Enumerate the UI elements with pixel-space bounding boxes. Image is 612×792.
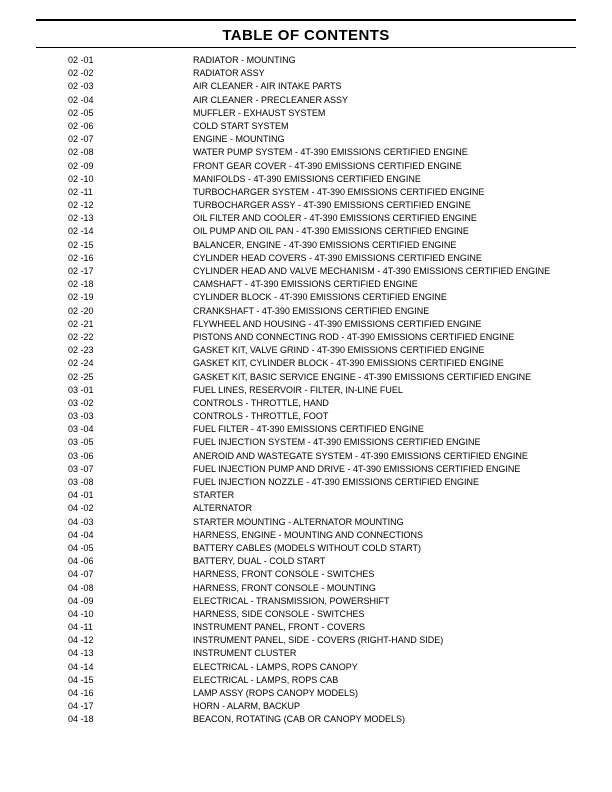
toc-entry-title: AIR CLEANER - PRECLEANER ASSY bbox=[193, 94, 349, 105]
toc-row bbox=[68, 397, 592, 410]
toc-entry-title: INSTRUMENT PANEL, SIDE - COVERS (RIGHT-HAND SIDE) bbox=[193, 635, 444, 646]
toc-entry-title: TURBOCHARGER SYSTEM - 4T-390 EMISSIONS CERTIFIED ENGINE bbox=[193, 186, 485, 197]
toc-entry-code: 04 -12 bbox=[68, 635, 94, 646]
toc-entry-title: HARNESS, SIDE CONSOLE - SWITCHES bbox=[193, 608, 365, 619]
toc-row bbox=[68, 555, 592, 568]
toc-entry-code: 04 -13 bbox=[68, 648, 94, 659]
toc-entry-code: 04 -11 bbox=[68, 622, 93, 633]
toc-entry-code: 04 -15 bbox=[68, 674, 94, 685]
toc-entry-code: 02 -12 bbox=[68, 200, 94, 211]
toc-row bbox=[68, 423, 592, 436]
toc-entry-title: BALANCER, ENGINE - 4T-390 EMISSIONS CERTIFIED ENGINE bbox=[193, 239, 457, 250]
toc-row bbox=[68, 80, 592, 93]
toc-row bbox=[68, 621, 592, 634]
toc-row bbox=[68, 199, 592, 212]
toc-entry-title: OIL PUMP AND OIL PAN - 4T-390 EMISSIONS CERTIFIED ENGINE bbox=[193, 226, 469, 237]
title-underline-rule bbox=[36, 47, 576, 48]
toc-entry-title: ELECTRICAL - LAMPS, ROPS CANOPY bbox=[193, 661, 358, 672]
toc-entry-title: BATTERY, DUAL - COLD START bbox=[193, 556, 326, 567]
toc-entry-code: 03 -03 bbox=[68, 411, 94, 422]
toc-entry-code: 03 -04 bbox=[68, 424, 94, 435]
toc-entry-title: FUEL LINES, RESERVOIR - FILTER, IN-LINE FUEL bbox=[193, 384, 403, 395]
toc-entry-code: 02 -20 bbox=[68, 305, 94, 316]
toc-entry-code: 04 -16 bbox=[68, 688, 94, 698]
toc-entry-code: 03 -02 bbox=[68, 397, 94, 408]
toc-row bbox=[68, 160, 592, 173]
toc-row bbox=[68, 107, 592, 120]
toc-entry-code: 02 -16 bbox=[68, 252, 94, 263]
toc-entry-code: 02 -21 bbox=[68, 318, 94, 329]
toc-row bbox=[68, 252, 592, 265]
toc-entry-code: 02 -08 bbox=[68, 147, 94, 158]
toc-entry-title: FLYWHEEL AND HOUSING - 4T-390 EMISSIONS CERTIFIED ENGINE bbox=[193, 318, 482, 329]
toc-entry-title: FUEL FILTER - 4T-390 EMISSIONS CERTIFIED ENGINE bbox=[193, 424, 424, 435]
toc-entry-title: HARNESS, FRONT CONSOLE - SWITCHES bbox=[193, 569, 375, 580]
toc-entry-title: BATTERY CABLES (MODELS WITHOUT COLD START) bbox=[193, 542, 422, 553]
toc-row bbox=[68, 700, 592, 713]
toc-row bbox=[68, 278, 592, 291]
toc-entry-code: 02 -04 bbox=[68, 94, 94, 105]
toc-row bbox=[68, 344, 592, 357]
toc-row bbox=[68, 173, 592, 186]
toc-row bbox=[68, 542, 592, 555]
toc-entry-title: STARTER bbox=[193, 490, 235, 501]
toc-entry-title: CRANKSHAFT - 4T-390 EMISSIONS CERTIFIED ENGINE bbox=[193, 305, 430, 316]
toc-entry-title: CAMSHAFT - 4T-390 EMISSIONS CERTIFIED ENGINE bbox=[193, 279, 418, 290]
toc-entry-title: GASKET KIT, BASIC SERVICE ENGINE - 4T-390 EMISSIONS CERTIFIED ENGINE bbox=[193, 371, 532, 382]
toc-list bbox=[68, 54, 592, 727]
toc-entry-title: ELECTRICAL - TRANSMISSION, POWERSHIFT bbox=[193, 595, 390, 606]
toc-row bbox=[68, 489, 592, 502]
toc-row bbox=[68, 265, 592, 278]
toc-entry-title: INSTRUMENT CLUSTER bbox=[193, 648, 297, 659]
toc-row bbox=[68, 291, 592, 304]
toc-entry-title: AIR CLEANER - AIR INTAKE PARTS bbox=[193, 81, 342, 92]
toc-row bbox=[68, 647, 592, 660]
toc-row bbox=[68, 212, 592, 225]
toc-row bbox=[68, 661, 592, 674]
toc-entry-code: 04 -01 bbox=[68, 490, 94, 501]
toc-entry-code: 04 -14 bbox=[68, 661, 94, 672]
toc-row bbox=[68, 146, 592, 159]
toc-row bbox=[68, 463, 592, 476]
toc-row bbox=[68, 67, 592, 80]
toc-row bbox=[68, 225, 592, 238]
toc-entry-title: HARNESS, FRONT CONSOLE - MOUNTING bbox=[193, 582, 376, 593]
toc-entry-code: 02 -06 bbox=[68, 120, 94, 131]
toc-row bbox=[68, 133, 592, 146]
toc-entry-title: ENGINE - MOUNTING bbox=[193, 134, 285, 145]
toc-row bbox=[68, 568, 592, 581]
toc-entry-code: 04 -18 bbox=[68, 714, 94, 725]
toc-row bbox=[68, 331, 592, 344]
toc-entry-code: 02 -03 bbox=[68, 81, 94, 92]
toc-entry-code: 02 -19 bbox=[68, 292, 94, 303]
toc-entry-title: STARTER MOUNTING - ALTERNATOR MOUNTING bbox=[193, 516, 404, 527]
toc-entry-code: 04 -07 bbox=[68, 569, 94, 580]
toc-entry-code: 04 -02 bbox=[68, 503, 94, 514]
toc-row bbox=[68, 120, 592, 133]
toc-entry-code: 03 -06 bbox=[68, 450, 94, 461]
toc-entry-code: 02 -01 bbox=[68, 55, 94, 65]
toc-entry-title: LAMP ASSY (ROPS CANOPY MODELS) bbox=[193, 688, 359, 698]
toc-entry-code: 03 -08 bbox=[68, 477, 94, 487]
toc-entry-code: 04 -05 bbox=[68, 542, 94, 553]
toc-entry-title: MUFFLER - EXHAUST SYSTEM bbox=[193, 107, 326, 118]
top-rule bbox=[36, 19, 576, 21]
toc-entry-title: TURBOCHARGER ASSY - 4T-390 EMISSIONS CERTIFIED ENGINE bbox=[193, 200, 471, 211]
toc-entry-code: 02 -13 bbox=[68, 213, 94, 224]
toc-row bbox=[68, 713, 592, 726]
toc-row bbox=[68, 186, 592, 199]
toc-row bbox=[68, 436, 592, 449]
toc-row bbox=[68, 529, 592, 542]
toc-row bbox=[68, 516, 592, 529]
toc-entry-code: 02 -15 bbox=[68, 239, 94, 250]
toc-entry-code: 02 -02 bbox=[68, 68, 94, 79]
toc-entry-code: 02 -14 bbox=[68, 226, 94, 237]
toc-entry-code: 02 -10 bbox=[68, 173, 94, 184]
toc-entry-title: MANIFOLDS - 4T-390 EMISSIONS CERTIFIED ENGINE bbox=[193, 173, 421, 184]
toc-row bbox=[68, 305, 592, 318]
toc-row bbox=[68, 371, 592, 384]
toc-entry-title: BEACON, ROTATING (CAB OR CANOPY MODELS) bbox=[193, 714, 406, 725]
toc-entry-code: 03 -01 bbox=[68, 384, 94, 395]
toc-entry-title: CYLINDER BLOCK - 4T-390 EMISSIONS CERTIFIED ENGINE bbox=[193, 292, 447, 303]
toc-entry-title: COLD START SYSTEM bbox=[193, 120, 289, 131]
toc-entry-title: HARNESS, ENGINE - MOUNTING AND CONNECTIONS bbox=[193, 529, 424, 540]
toc-entry-code: 02 -25 bbox=[68, 371, 94, 382]
toc-entry-code: 04 -17 bbox=[68, 701, 94, 712]
toc-entry-title: CYLINDER HEAD COVERS - 4T-390 EMISSIONS CERTIFIED ENGINE bbox=[193, 252, 482, 263]
toc-row bbox=[68, 595, 592, 608]
toc-entry-title: CYLINDER HEAD AND VALVE MECHANISM - 4T-390 EMISSIONS CERTIFIED ENGINE bbox=[193, 266, 551, 276]
toc-row bbox=[68, 582, 592, 595]
toc-entry-title: GASKET KIT, CYLINDER BLOCK - 4T-390 EMISSIONS CERTIFIED ENGINE bbox=[193, 358, 504, 369]
toc-entry-title: HORN - ALARM, BACKUP bbox=[193, 701, 301, 712]
toc-entry-code: 04 -09 bbox=[68, 595, 94, 606]
toc-row bbox=[68, 94, 592, 107]
toc-row bbox=[68, 357, 592, 370]
toc-entry-code: 02 -24 bbox=[68, 358, 94, 369]
toc-entry-code: 03 -05 bbox=[68, 437, 94, 448]
toc-entry-code: 02 -18 bbox=[68, 279, 94, 290]
toc-entry-code: 03 -07 bbox=[68, 463, 94, 474]
toc-entry-title: RADIATOR - MOUNTING bbox=[193, 55, 296, 65]
toc-row bbox=[68, 687, 592, 700]
toc-row bbox=[68, 634, 592, 647]
toc-row bbox=[68, 502, 592, 515]
toc-entry-title: FUEL INJECTION PUMP AND DRIVE - 4T-390 EMISSIONS CERTIFIED ENGINE bbox=[193, 463, 521, 474]
toc-entry-code: 02 -05 bbox=[68, 107, 94, 118]
toc-entry-title: ALTERNATOR bbox=[193, 503, 253, 514]
toc-row bbox=[68, 384, 592, 397]
toc-entry-title: GASKET KIT, VALVE GRIND - 4T-390 EMISSIONS CERTIFIED ENGINE bbox=[193, 345, 485, 356]
toc-entry-title: FRONT GEAR COVER - 4T-390 EMISSIONS CERTIFIED ENGINE bbox=[193, 160, 462, 171]
toc-entry-code: 04 -08 bbox=[68, 582, 94, 593]
toc-entry-title: PISTONS AND CONNECTING ROD - 4T-390 EMISSIONS CERTIFIED ENGINE bbox=[193, 331, 515, 342]
toc-row bbox=[68, 608, 592, 621]
toc-entry-title: FUEL INJECTION SYSTEM - 4T-390 EMISSIONS CERTIFIED ENGINE bbox=[193, 437, 481, 448]
toc-entry-code: 02 -23 bbox=[68, 345, 94, 356]
toc-entry-title: WATER PUMP SYSTEM - 4T-390 EMISSIONS CERTIFIED ENGINE bbox=[193, 147, 468, 158]
toc-entry-code: 04 -03 bbox=[68, 516, 94, 527]
toc-entry-title: FUEL INJECTION NOZZLE - 4T-390 EMISSIONS CERTIFIED ENGINE bbox=[193, 477, 480, 487]
toc-row bbox=[68, 54, 592, 67]
toc-entry-code: 02 -07 bbox=[68, 134, 94, 145]
toc-row bbox=[68, 476, 592, 489]
toc-entry-title: INSTRUMENT PANEL, FRONT - COVERS bbox=[193, 622, 366, 633]
toc-entry-code: 02 -11 bbox=[68, 186, 93, 197]
toc-entry-title: RADIATOR ASSY bbox=[193, 68, 265, 79]
toc-entry-code: 04 -10 bbox=[68, 608, 94, 619]
toc-entry-title: ELECTRICAL - LAMPS, ROPS CAB bbox=[193, 674, 339, 685]
toc-row bbox=[68, 239, 592, 252]
toc-entry-code: 02 -17 bbox=[68, 266, 94, 276]
toc-row bbox=[68, 318, 592, 331]
toc-entry-title: CONTROLS - THROTTLE, HAND bbox=[193, 397, 329, 408]
toc-entry-code: 04 -06 bbox=[68, 556, 94, 567]
page-title: TABLE OF CONTENTS bbox=[222, 27, 390, 44]
toc-row bbox=[68, 674, 592, 687]
toc-entry-title: OIL FILTER AND COOLER - 4T-390 EMISSIONS CERTIFIED ENGINE bbox=[193, 213, 477, 224]
toc-row bbox=[68, 410, 592, 423]
toc-entry-title: CONTROLS - THROTTLE, FOOT bbox=[193, 411, 329, 422]
toc-entry-title: ANEROID AND WASTEGATE SYSTEM - 4T-390 EMISSIONS CERTIFIED ENGINE bbox=[193, 450, 528, 461]
toc-entry-code: 02 -09 bbox=[68, 160, 94, 171]
toc-entry-code: 02 -22 bbox=[68, 331, 94, 342]
toc-row bbox=[68, 450, 592, 463]
toc-entry-code: 04 -04 bbox=[68, 529, 94, 540]
